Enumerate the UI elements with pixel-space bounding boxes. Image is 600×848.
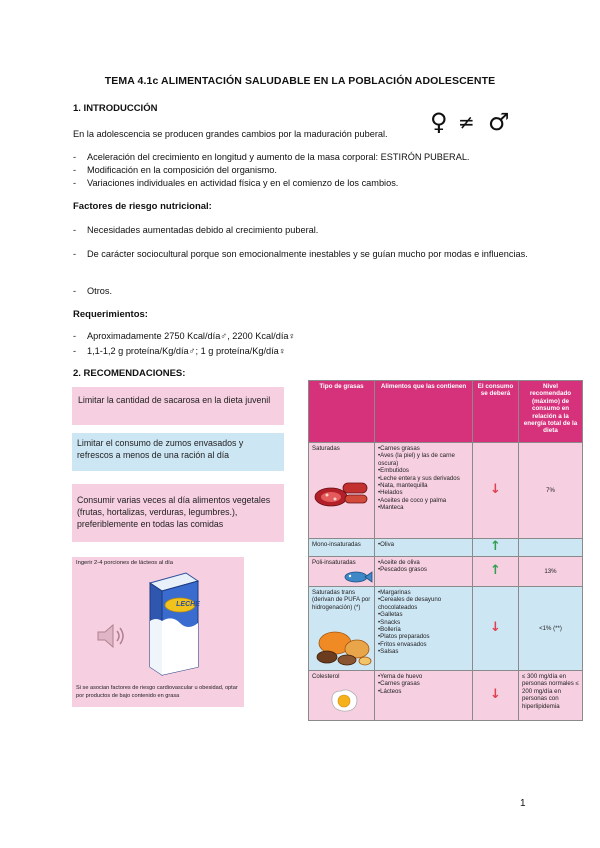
table-header: El consumo se deberá xyxy=(473,381,519,443)
not-equal-symbol: ≠ xyxy=(458,110,475,134)
arrow-up-icon: ↑ xyxy=(490,538,501,554)
recommended-level xyxy=(519,539,583,557)
food-item: •Leche entera y sus derivados xyxy=(378,474,460,482)
food-item: •Carnes grasas xyxy=(378,680,420,688)
dairy-text-top: Ingerir 2-4 porciones de lácteos al día xyxy=(76,560,173,566)
page-title: TEMA 4.1c ALIMENTACIÓN SALUDABLE EN LA POBLACIÓN ADOLESCENTE xyxy=(104,75,496,87)
fat-type-label: Mono-insaturadas xyxy=(309,539,375,557)
page-number: 1 xyxy=(520,798,526,809)
table-row xyxy=(309,443,583,539)
food-item: •Pescados grasos xyxy=(378,566,427,574)
list-item: - Aceleración del crecimiento en longitud y aumento de la masa corporal: ESTIRÓN PUBERAL. xyxy=(73,152,470,162)
intro-paragraph: En la adolescencia se producen grandes cambios por la maduración puberal. xyxy=(73,129,388,139)
recommended-level: <1% (**) xyxy=(519,587,583,671)
fish-icon xyxy=(343,569,373,585)
arrow-down-icon: ↓ xyxy=(490,481,501,497)
list-item: - Necesidades aumentadas debido al crecimiento puberal. xyxy=(73,225,319,235)
food-item: •Snacks xyxy=(378,618,401,626)
table-header: Tipo de grasas xyxy=(309,381,375,443)
dairy-text-bottom: Si se asocian factores de riesgo cardiovascular u obesidad, optar por productos de bajo contenido en grasa xyxy=(76,685,238,699)
recommendation-box-zumos: Limitar el consumo de zumos envasados y refrescos a menos de una ración al día xyxy=(72,433,284,471)
fat-type-label: Saturadas trans (derivan de PUFA por hidrogenación) (*) xyxy=(312,589,371,611)
section-heading-recommendations: 2. RECOMENDACIONES: xyxy=(73,368,186,379)
recommended-level: ≤ 300 mg/día en personas normales ≤ 200 mg/día en personas con hiperlipidemia xyxy=(519,671,583,721)
fat-type-label: Colesterol xyxy=(312,673,340,680)
carton-label: LECHE xyxy=(176,601,200,608)
food-item: •Lácteos xyxy=(378,687,402,695)
requirements-heading: Requerimientos: xyxy=(73,309,148,320)
egg-icon xyxy=(329,687,359,713)
table-row xyxy=(309,539,583,557)
section-heading-intro: 1. INTRODUCCIÓN xyxy=(73,103,158,114)
arrow-down-icon: ↓ xyxy=(490,686,501,702)
recommendation-box-sacarosa: Limitar la cantidad de sacarosa en la dieta juvenil xyxy=(72,387,284,425)
food-item: •Aceite de oliva xyxy=(378,559,420,566)
arrow-up-icon: ↑ xyxy=(490,562,501,578)
list-item: - 1,1-1,2 g proteína/Kg/día♂; 1 g proteína/Kg/día♀ xyxy=(73,346,286,356)
food-item: •Salsas xyxy=(378,648,399,656)
list-item: - De carácter sociocultural porque son emocionalmente inestables y se guían mucho por modas e influencias. xyxy=(73,249,528,259)
food-item: •Galletas xyxy=(378,611,403,619)
list-item: - Otros. xyxy=(73,286,113,296)
food-item: •Platos preparados xyxy=(378,633,430,641)
dairy-recommendation-box xyxy=(72,557,244,707)
fat-type-label: Poli-insaturadas xyxy=(312,559,356,566)
food-item: •Oliva xyxy=(378,541,395,548)
food-item: •Manteca xyxy=(378,504,404,512)
fat-type-label: Saturadas xyxy=(312,445,340,452)
list-item: - Modificación en la composición del organismo. xyxy=(73,165,277,175)
food-item: •Margarinas xyxy=(378,589,411,596)
recommended-level: 13% xyxy=(519,557,583,587)
female-symbol-icon: ♀ xyxy=(430,108,448,136)
food-item: •Cereales de desayuno chocolateados xyxy=(378,596,442,611)
food-item: •Fritos envasados xyxy=(378,640,427,648)
food-item: •Bollería xyxy=(378,626,401,634)
pastries-icon xyxy=(313,627,373,667)
fat-types-table xyxy=(308,380,583,721)
food-item: •Carnes grasas xyxy=(378,445,420,452)
table-header: Nivel recomendado (máximo) de consumo en relación a la energía total de la dieta xyxy=(519,381,583,443)
food-item: •Embutidos xyxy=(378,467,409,475)
food-item: •Aceites de coco y palma xyxy=(378,496,447,504)
list-item: - Aproximadamente 2750 Kcal/día♂, 2200 Kcal/día♀ xyxy=(73,331,296,341)
gender-symbols xyxy=(430,110,520,136)
food-item: •Helados xyxy=(378,489,403,497)
list-item: - Variaciones individuales en actividad física y en el comienzo de los cambios. xyxy=(73,178,399,188)
food-item: •Nata, mantequilla xyxy=(378,482,428,490)
table-row xyxy=(309,587,583,671)
table-row xyxy=(309,671,583,721)
table-header: Alimentos que las contienen xyxy=(375,381,473,443)
male-symbol-icon: ♂ xyxy=(488,108,510,136)
recommended-level: 7% xyxy=(519,443,583,539)
recommendation-box-vegetales: Consumir varias veces al día alimentos vegetales (frutas, hortalizas, verduras, legumbres.), preferiblemente en todas las comidas xyxy=(72,484,284,542)
table-row xyxy=(309,557,583,587)
food-item: •Yema de huevo xyxy=(378,673,423,680)
speaker-icon xyxy=(94,622,130,650)
arrow-down-icon: ↓ xyxy=(490,619,501,635)
risk-heading: Factores de riesgo nutricional: xyxy=(73,201,212,212)
milk-carton-icon xyxy=(136,571,208,681)
meat-sausage-icon xyxy=(313,477,371,511)
food-item: •Aves (la piel) y las de carne oscura) xyxy=(378,452,455,467)
